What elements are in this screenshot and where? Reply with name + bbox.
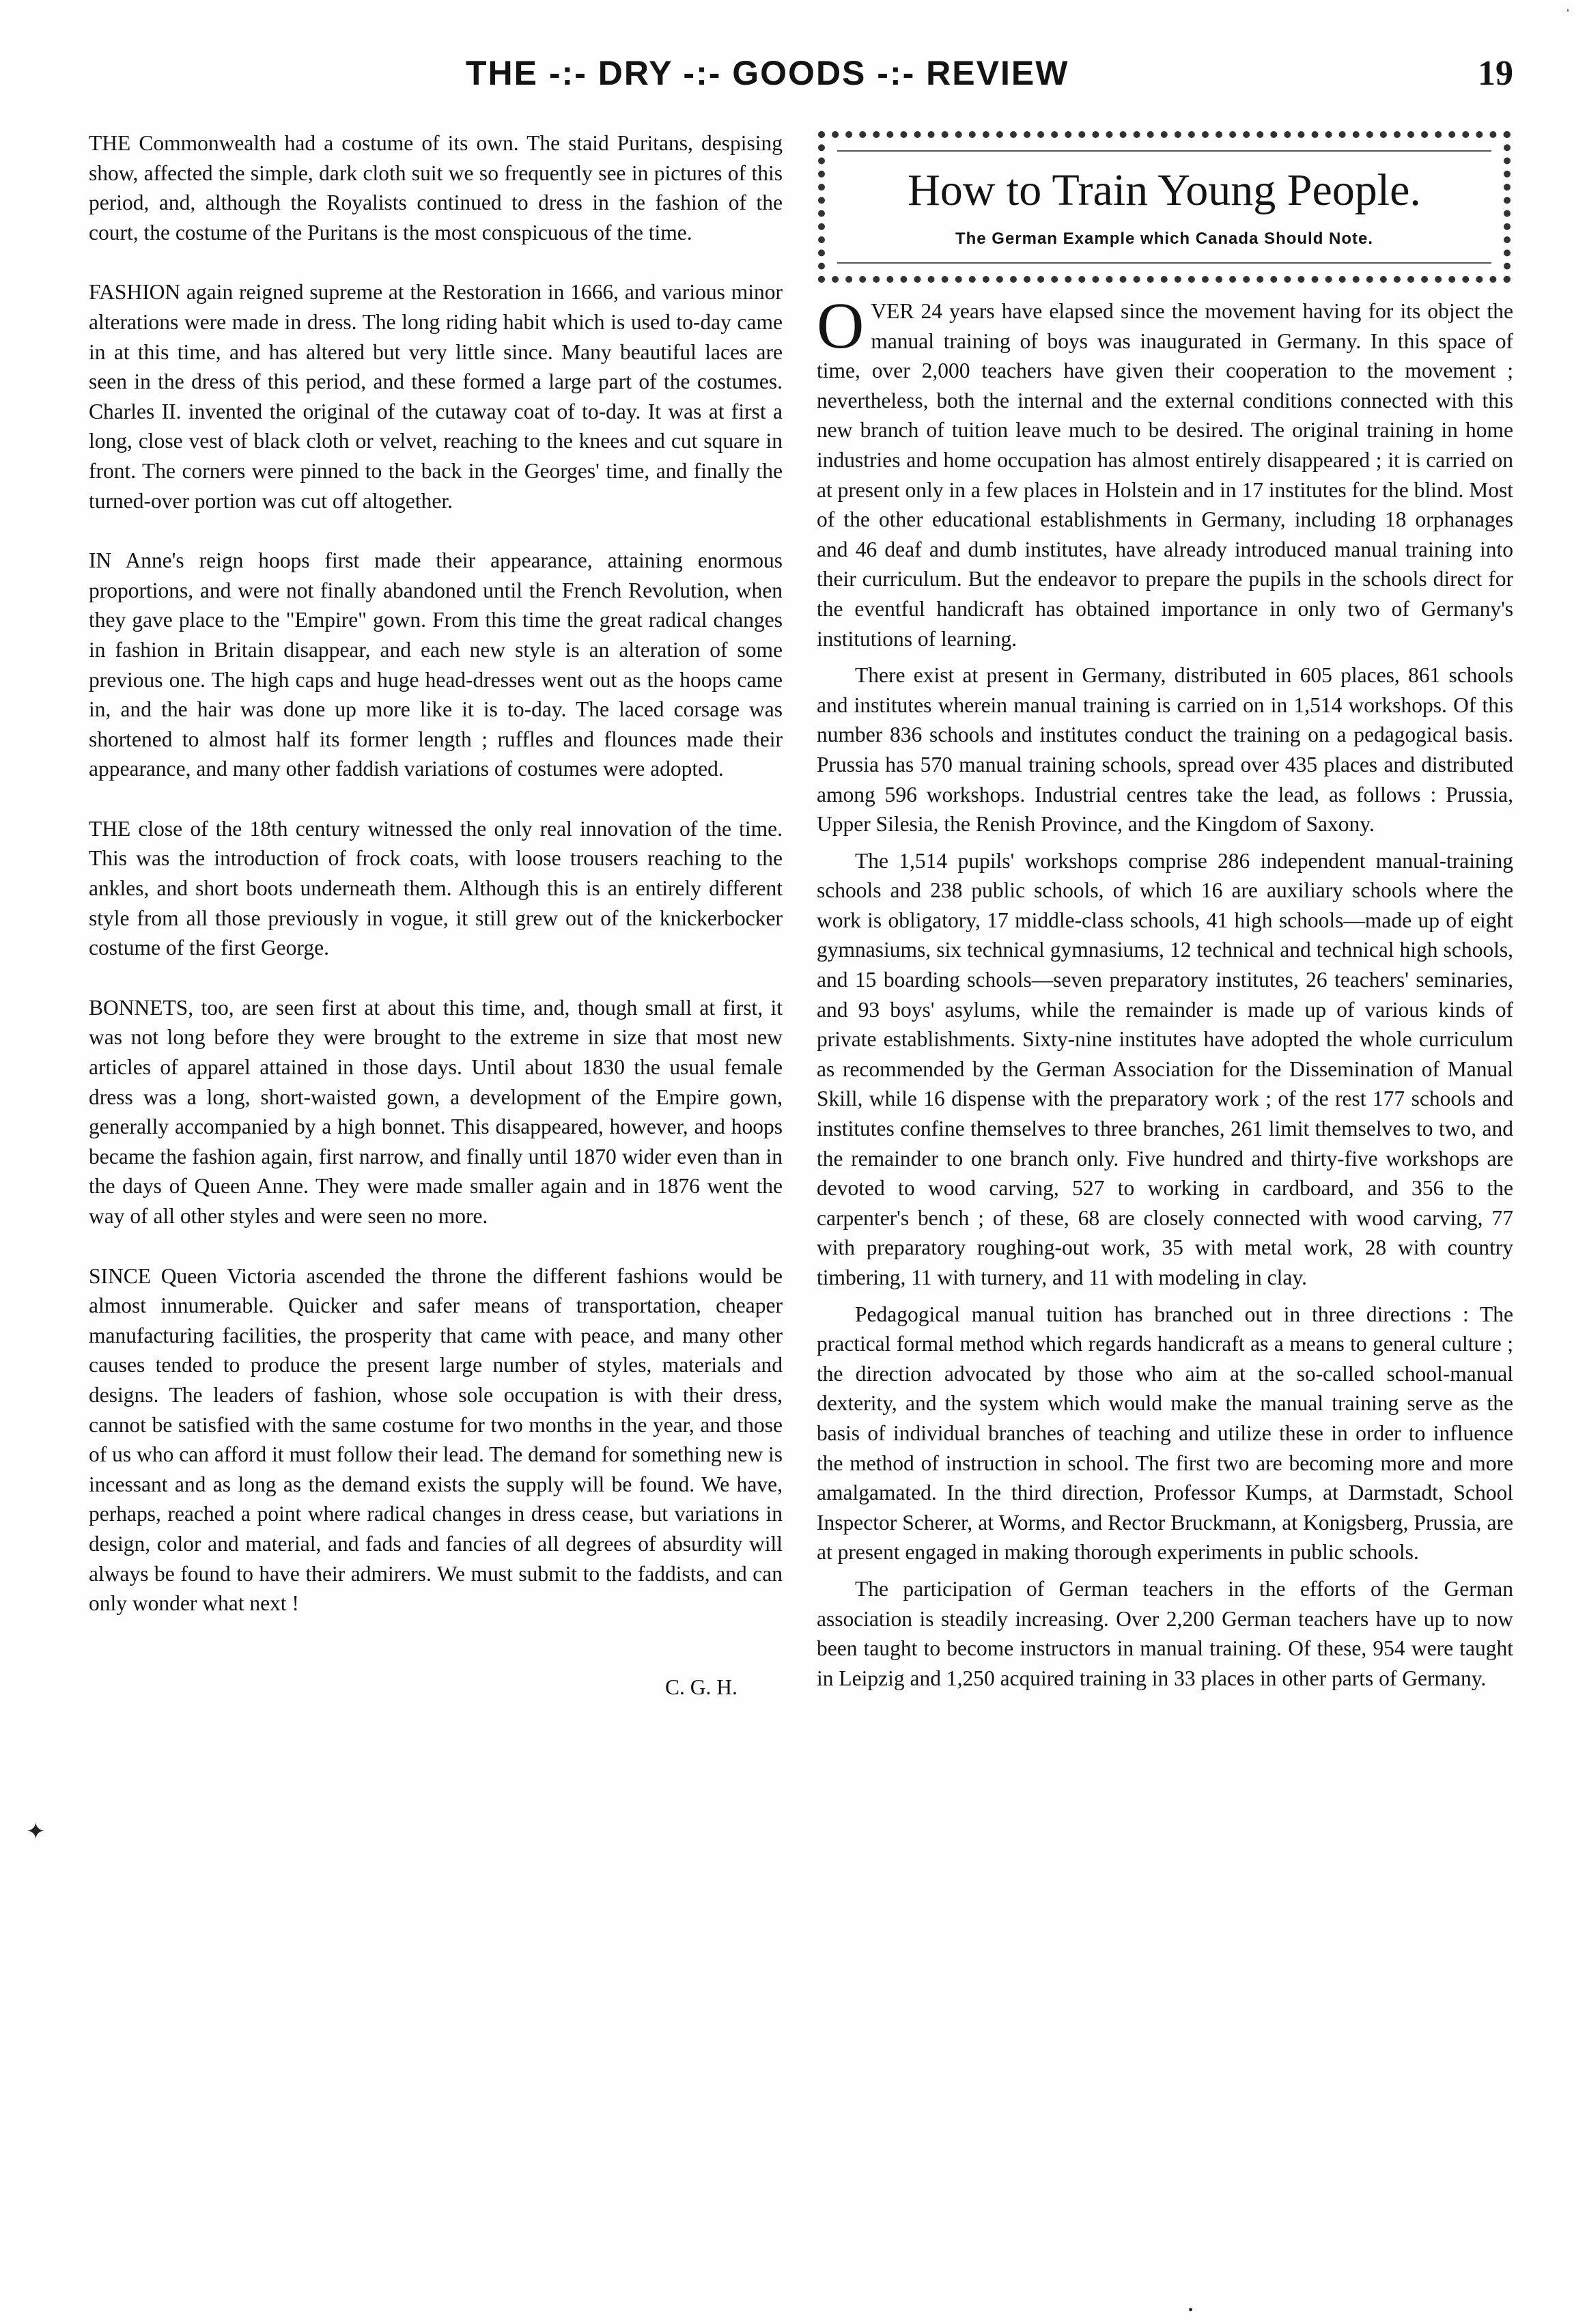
left-column bbox=[89, 128, 783, 1649]
page-number: 19 bbox=[1478, 54, 1513, 93]
paragraph-commonwealth: THE Commonwealth had a costume of its own. The staid Puritans, despising show, affected the simple, dark cloth suit we so frequently see in pictures of this period, and, although the Royalists continued to dress in the fashion of the court, the costume of the Puritans is the most conspicuous of the time. bbox=[89, 131, 783, 244]
paragraph-bonnets: BONNETS, too, are seen first at about this time, and, though small at first, it was not long before they were brought to the extreme in size that most new articles of apparel attained in those days. Until about 1830 the usual female dress was a long, short-waisted gown, a development of the Empire gown, generally accompanied by a high bonnet. This disappeared, however, and hoops became the fashion again, first narrow, and finally until 1870 wider even than in the days of Queen Anne. They were made smaller again and in 1876 went the way of all other styles and were seen no more. bbox=[89, 995, 783, 1228]
author-signature: C. G. H. bbox=[665, 1675, 738, 1699]
paragraph-pedagogical: Pedagogical manual tuition has branched out in three directions : The practical formal method which regards handicraft as a means to general culture ; the direction advocated by those who aim at the so-called school-manual dexterity, and the system which would make the manual training serve as the basis of individual branches of teaching and utilize these in order to influence the method of instruction in school. The first two are becoming more and more amalgamated. In the third direction, Professor Kumps, at Darmstadt, School Inspector Scherer, at Worms, and Rector Bruckmann, at Konigsberg, Prussia, are at present engaged in making thorough experiments in public schools. bbox=[817, 1302, 1513, 1565]
drop-cap: O bbox=[817, 289, 865, 362]
article-title: How to Train Young People. bbox=[908, 165, 1421, 215]
corner-tick-mark: ˈ bbox=[1565, 7, 1571, 25]
paragraph-opening bbox=[817, 289, 1513, 654]
article-title-box bbox=[818, 131, 1511, 283]
paragraph-fashion-restoration: FASHION again reigned supreme at the Restoration in 1666, and various minor alterations were made in dress. The long riding habit which is used to-day came in at this time, and has altered but very little since. Many beautiful laces are seen in the dress of this period, and these formed a large part of the costumes. Charles II. invented the original of the cutaway coat of to-day. It was at first a long, close vest of black cloth or velvet, reaching to the knees and cut square in front. The corners were pinned to the back in the Georges' time, and finally the turned-over portion was cut off altogether. bbox=[89, 280, 783, 513]
paragraph-workshops: The 1,514 pupils' workshops comprise 286 independent manual-training schools and 238 public schools, of which 16 are auxiliary schools where the work is obligatory, 17 middle-class schools, 41 high schools—made up of eight gymnasiums, six technical gymnasiums, 12 technical and technical high schools, and 15 boarding schools—seven preparatory institutes, 26 teachers' seminaries, and 93 boys' asylums, while the remainder is made up of various kinds of private establishments. Sixty-nine institutes have adopted the whole curriculum as recommended by the German Association for the Dissemination of Manual Skill, while 16 dispense with the preparatory work ; of the rest 177 schools and institutes confine themselves to three branches, 261 limit themselves to two, and the remainder to one branch only. Five hundred and thirty-five workshops are devoted to wood carving, 527 to working in cardboard, and 356 to the carpenter's bench ; of these, 68 are closely connected with wood carving, 77 with preparatory roughing-out work, 35 with metal work, 28 with country timbering, 11 with turnery, and 11 with modeling in clay. bbox=[817, 848, 1513, 1289]
article-subtitle: The German Example which Canada Should Note. bbox=[955, 229, 1374, 248]
paragraph-statistics: There exist at present in Germany, distributed in 605 places, 861 schools and institutes wherein manual training is carried on in 1,514 workshops. Of this number 836 schools and institutes conduct the training on a pedagogical basis. Prussia has 570 manual training schools, spread over 435 places and distributed among 596 workshops. Industrial centres take the lead, as follows : Prussia, Upper Silesia, the Renish Province, and the Kingdom of Saxony. bbox=[817, 663, 1513, 837]
paragraph-participation: The participation of German teachers in the efforts of the German association is steadily increasing. Over 2,200 German teachers have up to now been taught to become instructors in manual training. Of these, 954 were taught in Leipzig and 1,250 acquired training in 33 places in other parts of Germany. bbox=[817, 1576, 1513, 1690]
paragraph-anne-reign: IN Anne's reign hoops first made their appearance, attaining enormous proportions, and were not finally abandoned until the French Revolution, when they gave place to the "Empire" gown. From this time the great radical changes in fashion in Britain disappear, and each new style is an alteration of some previous one. The high caps and huge head-dresses went out as the hoops came in, and the hair was done up more like it is to-day. The laced corsage was shortened to almost half its former length ; ruffles and flounces made their appearance, and many other faddish variations of costumes were adopted. bbox=[89, 548, 783, 781]
opening-text: VER 24 years have elapsed since the movement having for its object the manual training of boys was inaugurated in Germany. In this space of time, over 2,000 teachers have given their cooperation to the movement ; nevertheless, both the internal and the external conditions connected with this new branch of tuition leave much to be desired. The original training in home industries and home occupation has almost entirely disappeared ; it is carried on at present only in a few places in Holstein and in 17 institutes for the blind. Most of the other educational establishments in Germany, including 18 orphanages and 46 deaf and dumb institutes, have already introduced manual training into their curriculum. But the endeavor to prepare the pupils in the schools direct for the eventful handicraft has obtained importance in only two of Germany's institutions of learning. bbox=[817, 299, 1513, 651]
margin-star-mark: ✦ bbox=[26, 1819, 46, 1845]
publication-title: THE -:- DRY -:- GOODS -:- REVIEW bbox=[466, 54, 1069, 92]
bottom-dot-mark: • bbox=[1188, 2303, 1194, 2318]
right-column bbox=[817, 289, 1513, 1700]
paragraph-18th-century: THE close of the 18th century witnessed the only real innovation of the time. This was the introduction of frock coats, with loose trousers reaching to the ankles, and short boots underneath them. Although this is an entirely different style from all those previously in vogue, it still grew out of the knickerbocker costume of the first George. bbox=[89, 816, 783, 960]
paragraph-queen-victoria: SINCE Queen Victoria ascended the throne the different fashions would be almost innumerable. Quicker and safer means of transportation, cheaper manufacturing facilities, the prosperity that came with peace, and many other causes tended to produce the present large number of styles, materials and designs. The leaders of fashion, whose sole occupation is with their dress, cannot be satisfied with the same costume for two months in the year, and those of us who can afford it must follow their lead. The demand for something new is incessant and as long as the demand exists the supply will be found. We have, perhaps, reached a point where radical changes in dress cease, but variations in design, color and material, and fads and fancies of all degrees of absurdity will always be found to have their admirers. We must submit to the faddists, and can only wonder what next ! bbox=[89, 1263, 783, 1616]
page-header bbox=[0, 53, 1587, 101]
